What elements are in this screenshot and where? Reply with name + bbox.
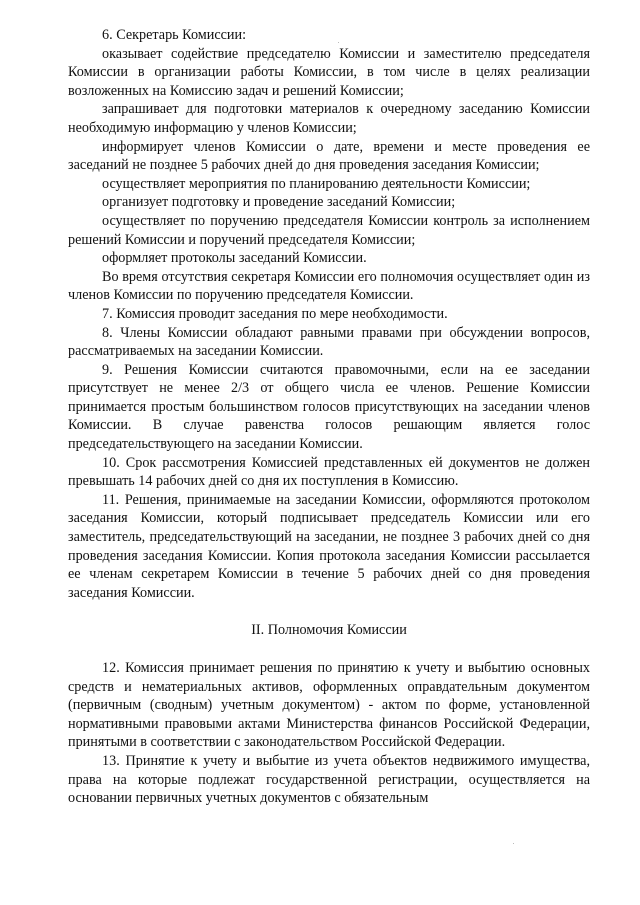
paragraph-6-absence: Во время отсутствия секретаря Комиссии его полномочия осуществляет один из членов Комиссии по поручению председателя Комиссии. xyxy=(68,268,590,304)
paragraph-6-item-5: организует подготовку и проведение заседаний Комиссии; xyxy=(102,194,456,211)
paragraph-12: 12. Комиссия принимает решения по принятию к учету и выбытию основных средств и нематериальных активов, оформленных оправдательным документом (первичным (сводным) учетным документом) - актом по форме, установленной нормативными правовыми актами Министерства финансов Российской Федерации, принятыми в соответствии с законодательством Российской Федерации. xyxy=(68,660,590,751)
scan-speck xyxy=(338,42,339,43)
paragraph-10: 10. Срок рассмотрения Комиссией представленных ей документов не должен превышать 14 рабочих дней со дня их поступления в Комиссию. xyxy=(68,454,590,490)
paragraph-7: 7. Комиссия проводит заседания по мере необходимости. xyxy=(102,305,448,322)
paragraph-6-item-3: информирует членов Комиссии о дате, времени и месте проведения ее заседаний не позднее 5 рабочих дней до дня проведения заседания Комиссии; xyxy=(68,138,590,174)
paragraph-6-item-7: оформляет протоколы заседаний Комиссии. xyxy=(102,250,367,267)
section-heading: II. Полномочия Комиссии xyxy=(251,622,407,639)
paragraph-6-item-2: запрашивает для подготовки материалов к очередному заседанию Комиссии необходимую информацию у членов Комиссии; xyxy=(68,101,590,136)
document-page xyxy=(68,26,590,808)
scan-speck xyxy=(513,843,514,844)
paragraph-6-item-6: осуществляет по поручению председателя Комиссии контроль за исполнением решений Комиссии и поручений председателя Комиссии; xyxy=(68,212,590,248)
paragraph-6-heading: 6. Секретарь Комиссии: xyxy=(102,27,247,43)
paragraph-6-item-1: оказывает содействие председателю Комиссии и заместителю председателя Комиссии в организации работы Комиссии, в том числе в целях реализации возложенных на Комиссию задач и решений Комиссии; xyxy=(68,45,590,99)
paragraph-6-item-4: осуществляет мероприятия по планированию деятельности Комиссии; xyxy=(102,175,531,192)
paragraph-9: 9. Решения Комиссии считаются правомочными, если на ее заседании присутствует не менее 2/3 от общего числа ее членов. Решение Комиссии принимается простым большинством голосов присутствующих на заседании членов Комиссии. В случае равенства голосов решающим является голос председательствующего на заседании Комиссии. xyxy=(68,361,590,453)
paragraph-8: 8. Члены Комиссии обладают равными правами при обсуждении вопросов, рассматриваемых на заседании Комиссии. xyxy=(68,324,590,360)
paragraph-11: 11. Решения, принимаемые на заседании Комиссии, оформляются протоколом заседания Комиссии, который подписывает председатель Комиссии или его заместитель, председательствующий на заседании, не позднее 3 рабочих дней со дня проведения заседания Комиссии. Копия протокола заседания Комиссии рассылается ее членам секретарем Комиссии в течение 5 рабочих дней со дня проведения заседания Комиссии. xyxy=(68,491,590,601)
paragraph-13: 13. Принятие к учету и выбытие из учета объектов недвижимого имущества, права на которые подлежат государственной регистрации, осуществляется на основании первичных учетных документов с обязательным xyxy=(68,752,590,807)
